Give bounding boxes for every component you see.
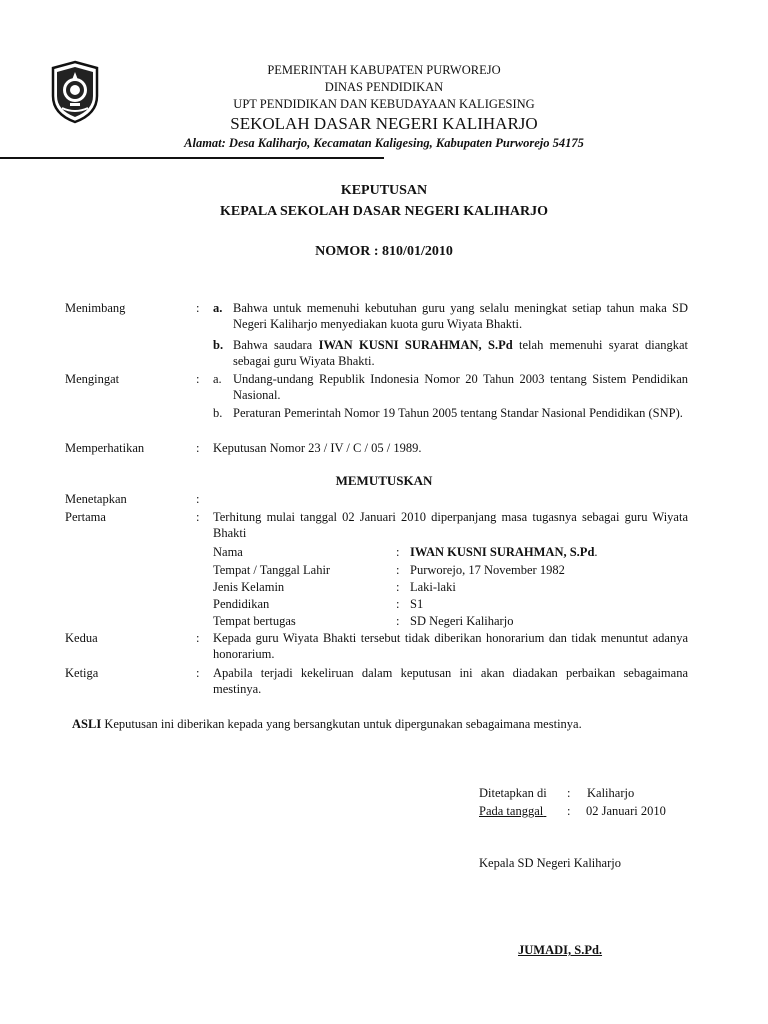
asli-statement bbox=[72, 716, 582, 732]
pertama-text: Terhitung mulai tanggal 02 Januari 2010 diperpanjang masa tugasnya sebagai guru Wiyata Bhakti bbox=[213, 510, 688, 540]
tanggal-label: Pada tanggal bbox=[479, 804, 544, 818]
colon: : bbox=[567, 786, 571, 800]
field-label-ttl: Tempat / Tanggal Lahir bbox=[213, 563, 331, 577]
colon: : bbox=[196, 666, 200, 680]
colon: : bbox=[196, 631, 200, 645]
header-upt: UPT PENDIDIKAN DAN KEBUDAYAAN KALIGESING bbox=[233, 97, 535, 111]
field-value-nama bbox=[410, 544, 598, 560]
field-label-workplace: Tempat bertugas bbox=[213, 614, 296, 628]
doc-subtitle: KEPALA SEKOLAH DASAR NEGERI KALIHARJO bbox=[219, 204, 548, 219]
colon: : bbox=[196, 301, 200, 315]
label-menimbang: Menimbang bbox=[65, 301, 126, 315]
list-marker: a. bbox=[213, 372, 222, 386]
doc-number: NOMOR : 810/01/2010 bbox=[315, 244, 453, 259]
header-divider bbox=[0, 157, 384, 159]
colon: : bbox=[396, 580, 400, 594]
menimbang-b-name: IWAN KUSNI SURAHMAN, S.Pd bbox=[318, 338, 513, 352]
asli-text: Keputusan ini diberikan kepada yang bersangkutan untuk dipergunakan sebagaimana mestinya. bbox=[104, 717, 582, 731]
colon: : bbox=[396, 597, 400, 611]
field-label-gender: Jenis Kelamin bbox=[213, 580, 285, 594]
tanggal-value: 02 Januari 2010 bbox=[586, 804, 666, 818]
field-value-gender: Laki-laki bbox=[410, 580, 456, 594]
label-ketiga: Ketiga bbox=[65, 666, 99, 680]
asli-label: ASLI bbox=[72, 717, 102, 731]
field-label-education: Pendidikan bbox=[213, 597, 270, 611]
field-label-nama: Nama bbox=[213, 545, 243, 559]
ditetapkan-label: Ditetapkan di bbox=[479, 786, 547, 800]
tanggal-row bbox=[479, 803, 681, 819]
label-pertama: Pertama bbox=[65, 510, 106, 524]
memperhatikan-text: Keputusan Nomor 23 / IV / C / 05 / 1989. bbox=[213, 441, 422, 455]
mengingat-b-text: Peraturan Pemerintah Nomor 19 Tahun 2005 tentang Standar Nasional Pendidikan (SNP). bbox=[233, 406, 683, 420]
ketiga-text: Apabila terjadi kekeliruan dalam keputusan ini akan diadakan perbaikan sebagaimana mestinya. bbox=[213, 666, 688, 696]
field-value-nama-text: IWAN KUSNI SURAHMAN, S.Pd bbox=[410, 545, 595, 559]
colon: : bbox=[396, 563, 400, 577]
list-marker: b. bbox=[213, 406, 223, 420]
label-menetapkan: Menetapkan bbox=[65, 492, 127, 506]
colon: : bbox=[196, 441, 200, 455]
colon: : bbox=[196, 372, 200, 386]
mengingat-a-text: Undang-undang Republik Indonesia Nomor 20 Tahun 2003 tentang Sistem Pendidikan Nasional. bbox=[233, 372, 688, 402]
ditetapkan-value: Kaliharjo bbox=[587, 786, 635, 800]
header-government: PEMERINTAH KABUPATEN PURWOREJO bbox=[267, 63, 501, 77]
field-value-nama-suffix: . bbox=[594, 545, 598, 559]
colon: : bbox=[396, 545, 400, 559]
menimbang-b-post: telah memenuhi syarat diangkat sebagai guru Wiyata Bhakti. bbox=[233, 338, 689, 368]
colon: : bbox=[196, 492, 200, 506]
label-mengingat: Mengingat bbox=[65, 372, 120, 386]
header-address: Alamat: Desa Kaliharjo, Kecamatan Kaligesing, Kabupaten Purworejo 54175 bbox=[184, 136, 584, 150]
field-value-workplace: SD Negeri Kaliharjo bbox=[410, 614, 514, 628]
colon: : bbox=[196, 510, 200, 524]
colon: : bbox=[396, 614, 400, 628]
label-kedua: Kedua bbox=[65, 631, 98, 645]
kedua-text: Kepada guru Wiyata Bhakti tersebut tidak diberikan honorarium dan tidak menuntut adanya honorarium. bbox=[213, 631, 688, 661]
list-marker: a. bbox=[213, 301, 223, 315]
header-school-name: SEKOLAH DASAR NEGERI KALIHARJO bbox=[230, 114, 538, 133]
doc-title: KEPUTUSAN bbox=[340, 183, 428, 198]
menimbang-a-text: Bahwa untuk memenuhi kebutuhan guru yang selalu meningkat setiap tahun maka SD Negeri Kaliharjo menyediakan kuota guru Wiyata Bhakti. bbox=[233, 301, 688, 331]
colon: : bbox=[567, 804, 571, 818]
field-value-education: S1 bbox=[410, 597, 424, 611]
list-marker: b. bbox=[213, 338, 224, 352]
field-value-ttl: Purworejo, 17 November 1982 bbox=[410, 563, 565, 577]
label-memperhatikan: Memperhatikan bbox=[65, 441, 145, 455]
menimbang-b-text bbox=[233, 337, 688, 369]
signer-position: Kepala SD Negeri Kaliharjo bbox=[479, 856, 621, 870]
signer-name: JUMADI, S.Pd. bbox=[518, 943, 603, 957]
header-department: DINAS PENDIDIKAN bbox=[324, 80, 444, 94]
menimbang-b-pre: Bahwa saudara bbox=[233, 338, 313, 352]
memutuskan-heading: MEMUTUSKAN bbox=[335, 473, 433, 488]
